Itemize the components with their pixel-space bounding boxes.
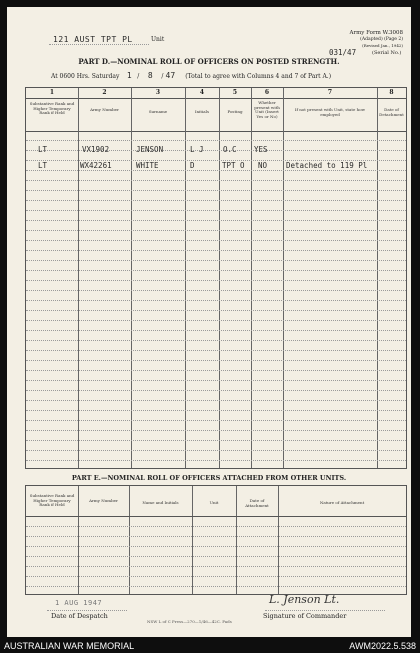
despatch-label: Date of Despatch — [51, 612, 108, 620]
ruling-line — [26, 280, 406, 281]
ruling-line — [26, 210, 406, 211]
ruling-line — [26, 566, 406, 567]
col-header-employed: If not present with Unit, state how employed — [294, 107, 366, 117]
col-divider — [129, 486, 130, 594]
col-divider — [236, 486, 237, 594]
ruling-line — [26, 200, 406, 201]
col-number-divider — [26, 98, 406, 99]
part-d-title: PART D.—NOMINAL ROLL OF OFFICERS ON POSTED STRENGTH. — [78, 57, 340, 66]
ruling-line — [26, 576, 406, 577]
cell-posting: TPT O — [222, 161, 245, 170]
col-header-rank: Substantive Rank and Higher Temporary Rank if Held — [29, 101, 75, 115]
cell-surname: JENSON — [136, 145, 164, 154]
col-divider — [78, 486, 79, 594]
signature-dotted-line — [265, 610, 385, 611]
col-header-initials: Initials — [194, 109, 210, 114]
unit-typed: 121 AUST TPT PL — [53, 35, 133, 44]
ruling-line — [26, 250, 406, 251]
cell-rank: LT — [38, 145, 48, 154]
e-col-header-army-number: Army Number — [89, 498, 118, 503]
caption-bar — [0, 640, 420, 653]
e-col-header-nature: Nature of Attachment — [319, 500, 365, 505]
ruling-line — [26, 230, 406, 231]
total-note: (Total to agree with Columns 4 and 7 of Part A.) — [185, 73, 332, 80]
cell-posting: O.C — [223, 145, 237, 154]
at-label: At 0600 Hrs. Saturday — [51, 73, 120, 80]
ruling-line — [26, 380, 406, 381]
col-header-army-number: Army Number — [90, 107, 119, 112]
ruling-line — [26, 586, 406, 587]
despatch-dotted-line — [47, 610, 127, 611]
col-header-detachment-date: Date of Detachment — [379, 107, 404, 117]
col-number: 8 — [389, 89, 394, 96]
cell-rank: LT — [38, 161, 48, 170]
ruling-line — [26, 140, 406, 141]
col-divider — [192, 486, 193, 594]
ruling-line — [26, 270, 406, 271]
e-col-header-rank: Substantive Rank and Higher Temporary Rank if Held — [29, 493, 75, 507]
cell-present: NO — [258, 161, 268, 170]
ruling-line — [26, 450, 406, 451]
header-divider — [26, 516, 406, 517]
col-divider — [278, 486, 279, 594]
ruling-line — [26, 180, 406, 181]
serial-value: 031/47 — [329, 48, 357, 57]
e-col-header-name: Name and Initials — [142, 500, 179, 505]
ruling-line — [26, 350, 406, 351]
ruling-line — [26, 260, 406, 261]
ruling-line — [26, 370, 406, 371]
ruling-line — [26, 360, 406, 361]
serial-label: (Serial No.) — [372, 50, 402, 56]
ruling-line — [26, 420, 406, 421]
ruling-line — [26, 390, 406, 391]
ruling-line — [26, 460, 406, 461]
table-row — [26, 161, 406, 171]
cell-army-number: WX42261 — [80, 161, 112, 170]
ruling-line — [26, 410, 406, 411]
ruling-line — [26, 546, 406, 547]
ruling-line — [26, 190, 406, 191]
ruling-line — [26, 310, 406, 311]
cell-army-number: VX1902 — [82, 145, 110, 154]
part-d-date-line: At 0600 Hrs. Saturday 1 / 8 / 47 (Total to agree with Columns 4 and 7 of Part A.) — [51, 71, 332, 80]
date-year: 47 — [165, 71, 176, 80]
col-header-present: Whether present with Unit (Insert Yes or No) — [254, 100, 280, 119]
ruling-line — [26, 220, 406, 221]
caption-right: AWM2022.5.538 — [349, 641, 416, 651]
ruling-line — [26, 526, 406, 527]
printer-line: NSW L of C Press—270—1/46—42C. Pads — [147, 619, 232, 624]
part-d-table — [25, 87, 407, 469]
commander-label: Signature of Commander — [263, 612, 347, 620]
date-day: 1 — [126, 71, 132, 80]
date-month: 8 — [147, 71, 153, 80]
ruling-line — [26, 240, 406, 241]
cell-initials: L J — [190, 145, 204, 154]
table-row — [26, 145, 406, 155]
col-number: 6 — [264, 89, 270, 96]
ruling-line — [26, 340, 406, 341]
ruling-line — [26, 400, 406, 401]
form-revised: (Revised Jan., 1942) — [362, 43, 403, 48]
ruling-line — [26, 536, 406, 537]
e-col-header-date: Date of Attachment — [245, 498, 269, 508]
part-e-title: PART E.—NOMINAL ROLL OF OFFICERS ATTACHED FROM OTHER UNITS. — [71, 474, 347, 482]
despatch-stamp: 1 AUG 1947 — [55, 599, 103, 607]
e-col-header-unit: Unit — [209, 500, 219, 505]
col-header-posting: Posting — [227, 109, 243, 114]
ruling-line — [26, 440, 406, 441]
ruling-line — [26, 300, 406, 301]
unit-dotted-line — [49, 44, 149, 45]
unit-line — [27, 30, 197, 44]
col-number: 3 — [155, 89, 161, 96]
col-number: 1 — [49, 89, 55, 96]
col-number: 7 — [327, 89, 333, 96]
cell-surname: WHITE — [136, 161, 159, 170]
cell-employed: Detached to 119 Pl — [286, 161, 368, 170]
ruling-line — [26, 290, 406, 291]
col-number: 2 — [102, 89, 107, 96]
document-sheet — [7, 7, 411, 637]
header-divider — [26, 131, 406, 132]
unit-label: Unit — [151, 36, 165, 43]
cell-initials: D — [190, 161, 195, 170]
ruling-line — [26, 320, 406, 321]
col-number: 5 — [232, 89, 238, 96]
ruling-line — [26, 330, 406, 331]
ruling-line — [26, 430, 406, 431]
ruling-line — [26, 556, 406, 557]
cell-present: YES — [254, 145, 268, 154]
col-number: 4 — [199, 89, 205, 96]
caption-left: AUSTRALIAN WAR MEMORIAL — [4, 641, 135, 651]
col-header-surname: Surname — [148, 109, 168, 114]
signature: L. Jenson Lt. — [269, 593, 340, 606]
form-number: Army Form W.3008 — [349, 30, 403, 36]
part-e-table — [25, 485, 407, 595]
form-adapted: (Adapted) (Page 2) — [360, 37, 403, 42]
